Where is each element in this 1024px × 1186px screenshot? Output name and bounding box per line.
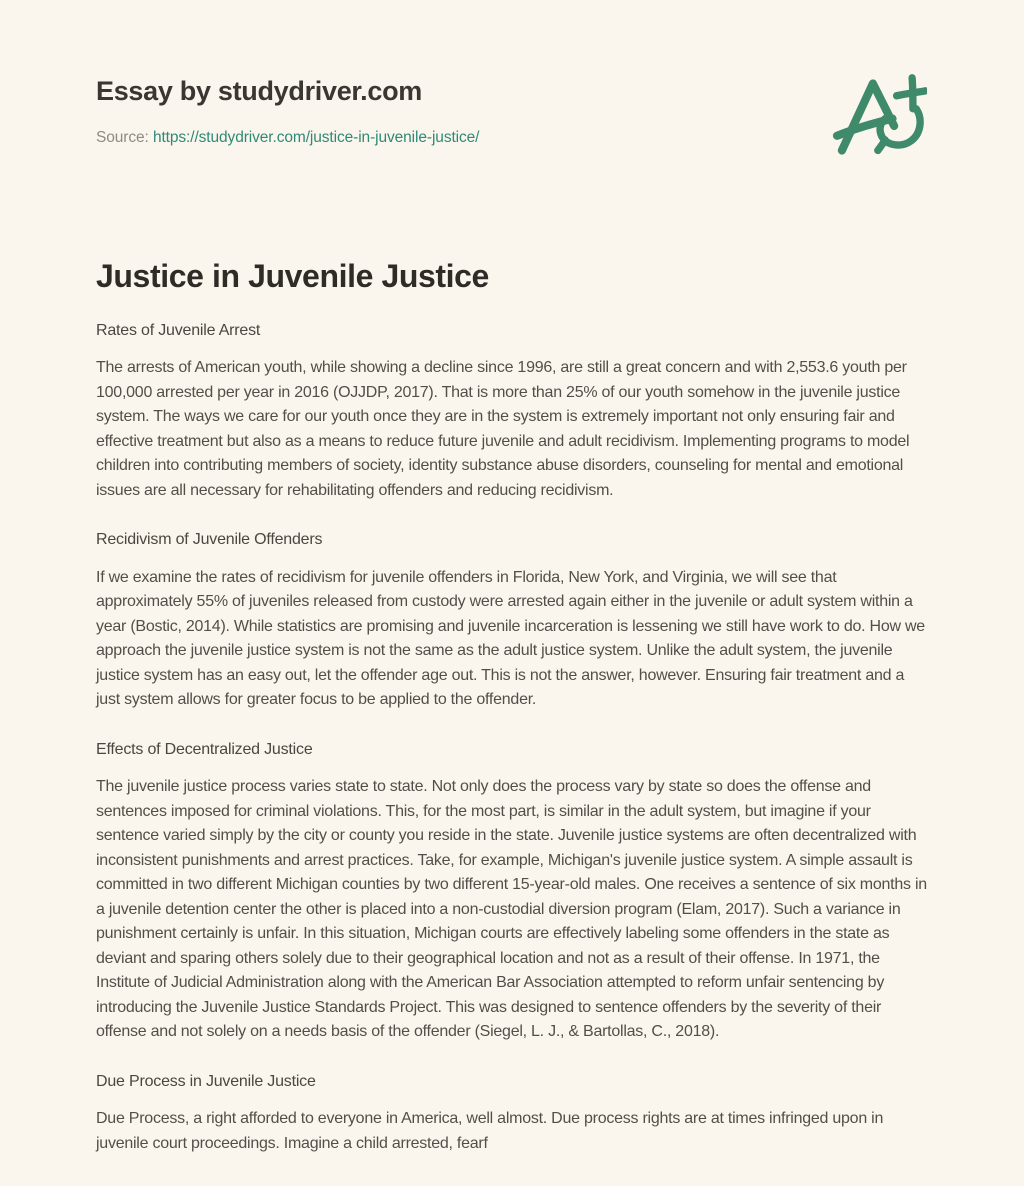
section-paragraph: The arrests of American youth, while showing a decline since 1996, are still a great concern and with 2,553.6 youth per 100,000 arrested per year in 2016 (OJJDP, 2017). That is more than 25% of our youth somehow in the juvenile justice system. The ways we care for our youth once they are in the system is extremely important not only ensuring fair and effective treatment but also as a means to reduce future juvenile and adult recidivism. Implementing programs to model children into contributing members of society, identity substance abuse disorders, counseling for mental and emotional issues are all necessary for rehabilitating offenders and reducing recidivism.: [96, 359, 910, 499]
section-heading-recidivism-of-juvenile-offenders: Recidivism of Juvenile Offenders: [96, 531, 323, 549]
section-paragraph: Due Process, a right afforded to everyone in America, well almost. Due process rights are at times infringed upon in juvenile court proceedings. Imagine a child arrested, fearf: [96, 1110, 884, 1152]
page-header: [96, 74, 928, 166]
section-heading-rates-of-juvenile-arrest: Rates of Juvenile Arrest: [96, 321, 261, 339]
source-label: Source:: [96, 129, 149, 146]
source-line: [96, 129, 479, 147]
essay-body: [96, 319, 928, 1157]
document-title: Justice in Juvenile Justice: [96, 258, 489, 294]
section-paragraph: If we examine the rates of recidivism for juvenile offenders in Florida, New York, and Virginia, we will see that approximately 55% of juveniles released from custody were arrested again either in the juvenile or adult system within a year (Bostic, 2014). While statistics are promising and juvenile incarceration is lessening we still have work to do. How we approach the juvenile justice system is not the same as the adult justice system. Unlike the adult system, the juvenile justice system has an easy out, let the offender age out. This is not the answer, however. Ensuring fair treatment and a just system allows for greater focus to be applied to the offender.: [96, 568, 925, 709]
section-paragraph: The juvenile justice process varies state to state. Not only does the process vary by state so does the offense and sentences imposed for criminal violations. This, for the most part, is similar in the adult system, but imagine if your sentence varied simply by the city or county you reside in the state. Juvenile justice systems are often decentralized with inconsistent punishments and arrest practices. Take, for example, Michigan's juvenile justice system. A simple assault is committed in two different Michigan counties by two different 15-year-old males. One receives a sentence of six months in a juvenile detention center the other is placed into a non-custodial diversion program (Elam, 2017). Such a variance in punishment certainly is unfair. In this situation, Michigan courts are effectively labeling some offenders in the state as deviant and sparing others solely due to their geographical location and not as a result of their offense. In 1971, the Institute of Judicial Administration along with the American Bar Association attempted to reform unfair sentencing by introducing the Juvenile Justice Standards Project. This was designed to sentence offenders by the severity of their offense and not solely on a needs basis of the offender (Siegel, L. J., & Bartollas, C., 2018).: [96, 778, 927, 1041]
source-url-link[interactable]: https://studydriver.com/justice-in-juvenile-justice/: [152, 129, 480, 146]
section-heading-due-process-in-juvenile-justice: Due Process in Juvenile Justice: [96, 1072, 316, 1090]
site-header-title: Essay by studydriver.com: [96, 76, 422, 106]
header-text-block: [96, 74, 479, 147]
a-plus-logo-icon: [827, 68, 927, 166]
section-heading-effects-of-decentralized-justice: Effects of Decentralized Justice: [96, 740, 313, 758]
